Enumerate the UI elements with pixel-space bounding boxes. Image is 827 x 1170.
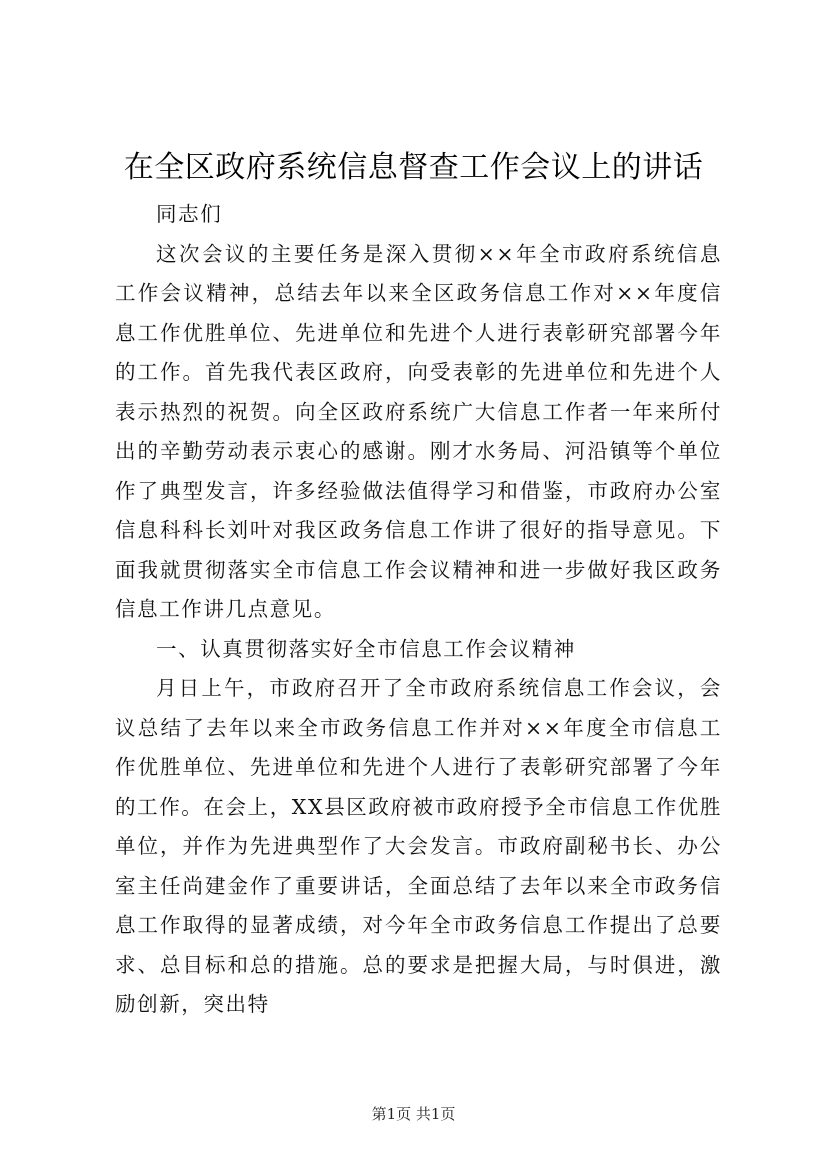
intro-paragraph: 这次会议的主要任务是深入贯彻××年全市政府系统信息工作会议精神，总结去年以来全区政务信息工作对××年度信息工作优胜单位、先进单位和先进个人进行表彰研究部署今年的工作。首先我代表区政府，向受表彰的先进单位和先进个人表示热烈的祝贺。向全区政府系统广大信息工作者一年来所付出的辛勤劳动表示衷心的感谢。刚才水务局、河沿镇等个单位作了典型发言，许多经验做法值得学习和借鉴，市政府办公室信息科科长刘叶对我区政务信息工作讲了很好的指导意见。下面我就贯彻落实全市信息工作会议精神和进一步做好我区政务信息工作讲几点意见。: [115, 241, 722, 621]
section-paragraph: 月日上午，市政府召开了全市政府系统信息工作会议，会议总结了去年以来全市政务信息工作并对××年度全市信息工作优胜单位、先进单位和先进个人进行了表彰研究部署了今年的工作。在会上，XX县区政府被市政府授予全市信息工作优胜单位，并作为先进典型作了大会发言。市政府副秘书长、办公室主任尚建金作了重要讲话，全面总结了去年以来全市政务信息工作取得的显著成绩，对今年全市政务信息工作提出了总要求、总目标和总的措施。总的要求是把握大局，与时俱进，激励创新，突出特: [115, 676, 722, 1016]
document-title: 在全区政府系统信息督查工作会议上的讲话: [123, 150, 704, 185]
page-footer: 第1页 共1页: [371, 1105, 456, 1123]
salutation-paragraph: 同志们: [156, 202, 223, 226]
document-body: [115, 195, 722, 1025]
section-heading: 一、认真贯彻落实好全市信息工作会议精神: [156, 636, 576, 661]
